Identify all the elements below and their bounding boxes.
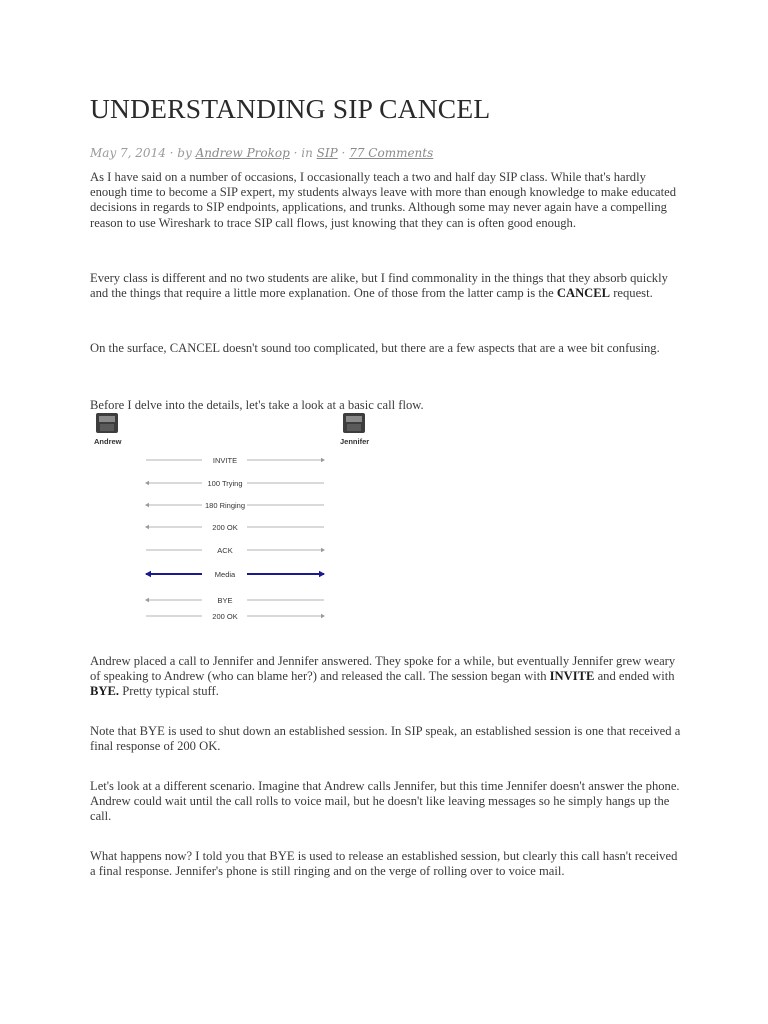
jennifer-label: Jennifer (340, 437, 370, 446)
message-row (146, 612, 325, 621)
category-link[interactable]: SIP (316, 146, 338, 160)
arrowhead-right-icon (321, 614, 325, 618)
paragraph-surface: On the surface, CANCEL doesn't sound too complicated, but there are a few aspects that are a wee bit confusing. (90, 341, 660, 355)
post-date: May 7, 2014 (90, 146, 166, 160)
message-row (145, 596, 324, 605)
page-title: UNDERSTANDING SIP CANCEL (90, 93, 491, 124)
invite-keyword: INVITE (549, 669, 595, 684)
message-label: 100 Trying (207, 479, 243, 488)
comments-link[interactable]: 77 Comments (349, 146, 434, 160)
message-row (146, 546, 325, 555)
arrowhead-left-icon (145, 598, 149, 602)
paragraph-bye-note: Note that BYE is used to shut down an established session. In SIP speak, an established session is one that received a final response of 200 OK. (90, 724, 681, 754)
paragraph-before-flow: Before I delve into the details, let's take a look at a basic call flow. (90, 398, 424, 412)
post-meta (90, 146, 433, 160)
message-label: Media (214, 570, 236, 579)
arrowhead-right-icon (319, 571, 325, 578)
paragraph-intro: As I have said on a number of occasions, I occasionally teach a two and half day SIP class. While that's hardly enough time to become a SIP expert, my students always leave with more than enough knowledge to make educated decisions in regards to SIP endpoints, applications, and trunks. Although some may never again have a compelling reason to use Wireshark to trace SIP call flows, just knowing that they can is often good enough. (90, 170, 677, 230)
cancel-keyword: CANCEL (556, 286, 611, 301)
arrowhead-right-icon (321, 548, 325, 552)
message-row (145, 570, 325, 579)
arrowhead-left-icon (145, 571, 151, 578)
paragraph-call-story (90, 654, 682, 700)
bye-keyword: BYE. (90, 684, 120, 699)
message-row (146, 456, 325, 465)
in-prefix: · in (293, 146, 313, 160)
message-row (145, 523, 324, 532)
message-row (145, 501, 324, 510)
arrowhead-left-icon (145, 481, 149, 485)
paragraph-commonality (90, 271, 682, 301)
andrew-label: Andrew (94, 437, 122, 446)
p5-text-a: Andrew placed a call to Jennifer and Jennifer answered. They spoke for a while, but eventually Jennifer grew weary of speaking to Andrew (who can blame her?) and released the call. The session began with (90, 654, 676, 684)
paragraph-what-happens: What happens now? I told you that BYE is used to release an established session, but clearly this call hasn't received a final response. Jennifer's phone is still ringing and on the verge of rolling over to voice mail. (90, 849, 678, 879)
phone-icon (96, 413, 118, 433)
by-prefix: · by (169, 146, 192, 160)
p5-text-e: Pretty typical stuff. (119, 684, 219, 699)
message-label: BYE (217, 596, 233, 605)
arrowhead-left-icon (145, 503, 149, 507)
arrowhead-left-icon (145, 525, 149, 529)
message-label: 200 OK (212, 612, 238, 621)
message-label: INVITE (212, 456, 238, 465)
sip-call-flow-diagram (90, 406, 390, 631)
p5-text-c: and ended with (594, 669, 675, 684)
p2-text-a: Every class is different and no two students are alike, but I find commonality in the things that they absorb quickly and the things that require a little more explanation. One of those from the latter camp is the (90, 271, 668, 301)
message-row (145, 479, 324, 488)
paragraph-scenario: Let's look at a different scenario. Imagine that Andrew calls Jennifer, but this time Jennifer doesn't answer the phone. Andrew could wait until the call rolls to voice mail, but he doesn't like leaving messages so he simply hangs up the call. (90, 779, 680, 824)
message-list (145, 456, 325, 621)
meta-separator: · (341, 146, 346, 160)
message-label: ACK (217, 546, 233, 555)
p2-text-c: request. (610, 286, 653, 301)
author-link[interactable]: Andrew Prokop (195, 146, 290, 160)
message-label: 200 OK (212, 523, 238, 532)
message-label: 180 Ringing (204, 501, 246, 510)
arrowhead-right-icon (321, 458, 325, 462)
phone-icon (343, 413, 365, 433)
